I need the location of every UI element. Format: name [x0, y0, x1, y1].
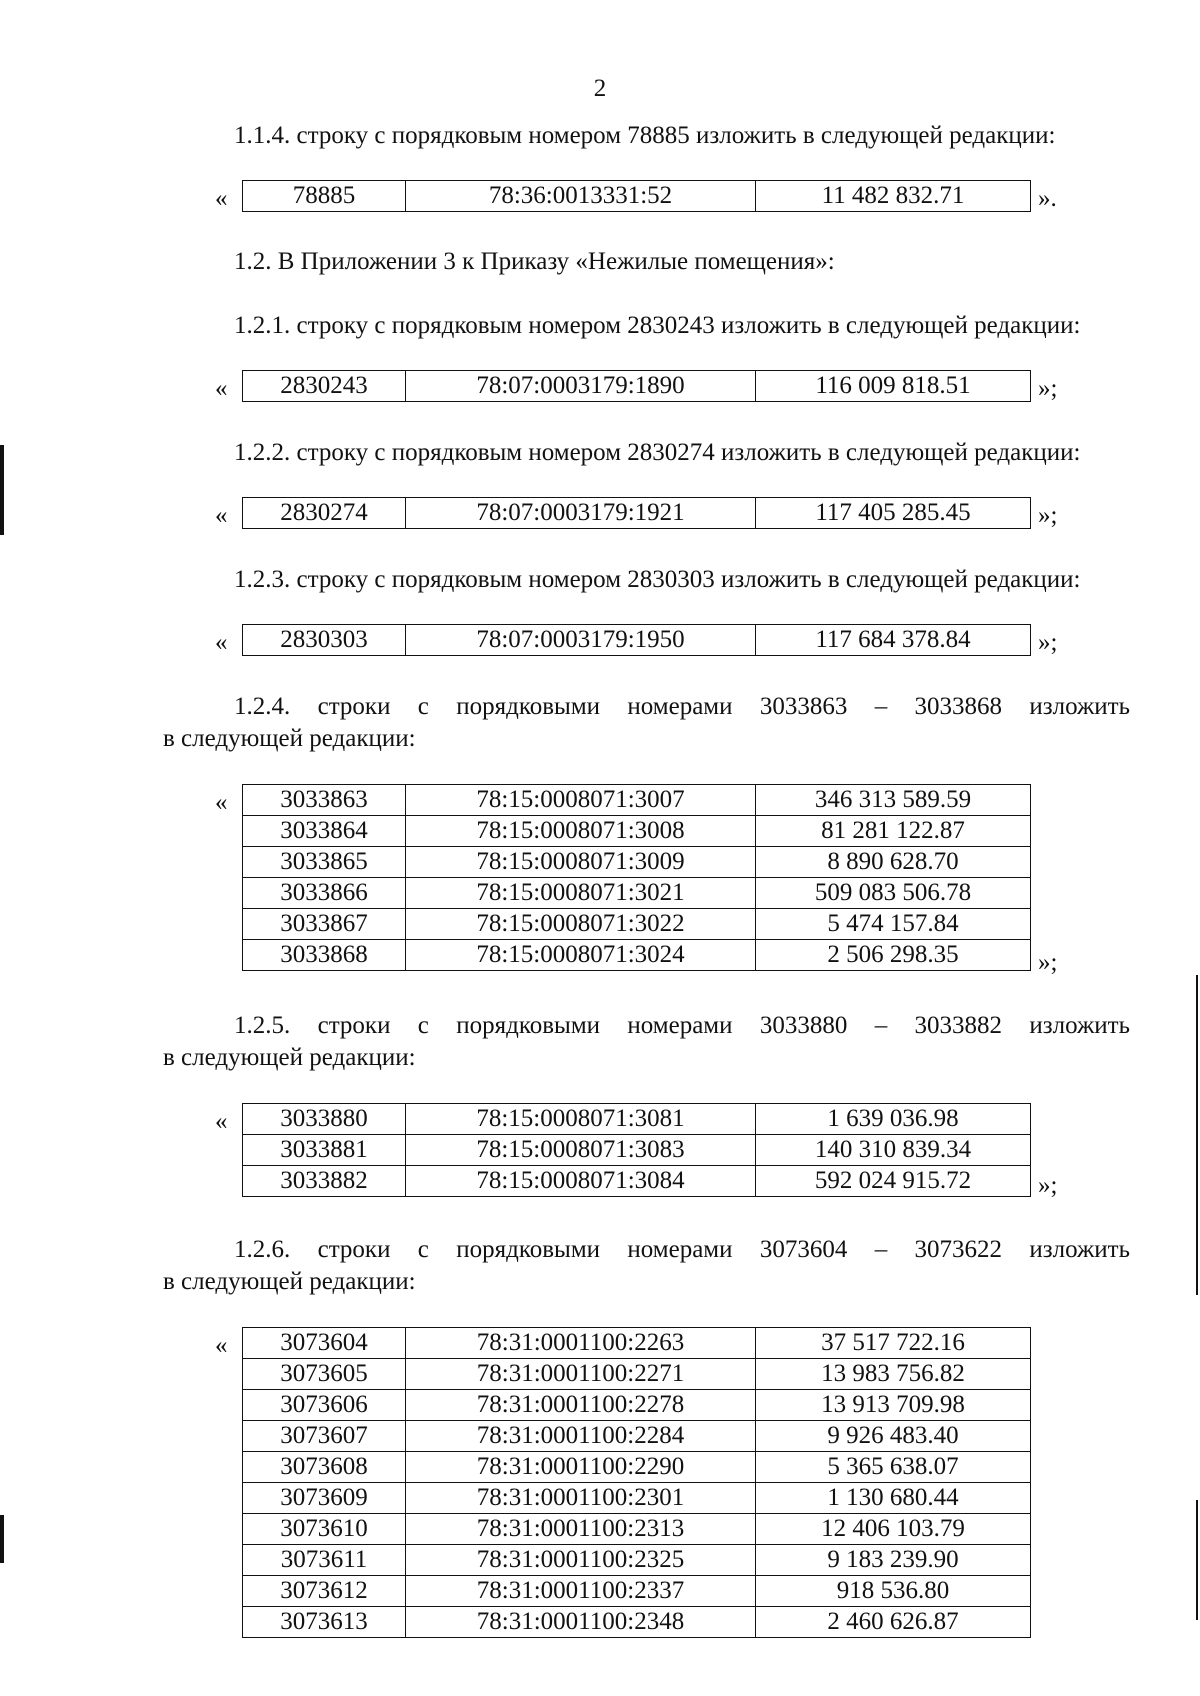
table-row [243, 1483, 1031, 1514]
table-row [243, 181, 1031, 212]
row-number-cell: 3073610 [243, 1514, 406, 1545]
table-1-2-5 [242, 1103, 1031, 1197]
row-number-cell: 3033866 [243, 878, 406, 909]
table-row [243, 371, 1031, 402]
value-cell: 8 890 628.70 [756, 847, 1031, 878]
cadastral-number-cell: 78:31:0001100:2313 [406, 1514, 756, 1545]
value-cell: 117 684 378.84 [756, 625, 1031, 656]
table-row [243, 1421, 1031, 1452]
row-number-cell: 78885 [243, 181, 406, 212]
value-cell: 9 926 483.40 [756, 1421, 1031, 1452]
value-cell: 1 130 680.44 [756, 1483, 1031, 1514]
table-row [243, 1104, 1031, 1135]
row-number-cell: 3033882 [243, 1166, 406, 1197]
value-cell: 346 313 589.59 [756, 785, 1031, 816]
cadastral-number-cell: 78:07:0003179:1950 [406, 625, 756, 656]
cadastral-number-cell: 78:07:0003179:1921 [406, 498, 756, 529]
table-row [243, 1576, 1031, 1607]
value-cell: 918 536.80 [756, 1576, 1031, 1607]
section-1-2-6-text: 1.2.6. строки с порядковыми номерами 3073604 – 3073622 изложить [234, 1236, 1130, 1263]
quote-close: »; [1038, 1172, 1058, 1199]
quote-open: « [215, 629, 228, 656]
value-cell: 592 024 915.72 [756, 1166, 1031, 1197]
section-1-2-4-text: 1.2.4. строки с порядковыми номерами 3033863 – 3033868 изложить [234, 693, 1130, 720]
value-cell: 117 405 285.45 [756, 498, 1031, 529]
table-row [243, 816, 1031, 847]
value-cell: 116 009 818.51 [756, 371, 1031, 402]
cadastral-number-cell: 78:15:0008071:3008 [406, 816, 756, 847]
row-number-cell: 3073608 [243, 1452, 406, 1483]
row-number-cell: 3033881 [243, 1135, 406, 1166]
cadastral-number-cell: 78:15:0008071:3083 [406, 1135, 756, 1166]
table-row [243, 1328, 1031, 1359]
section-1-1-4-text: 1.1.4. строку с порядковым номером 78885 изложить в следующей редакции: [234, 122, 1056, 149]
row-number-cell: 3033863 [243, 785, 406, 816]
cadastral-number-cell: 78:36:0013331:52 [406, 181, 756, 212]
row-number-cell: 3073612 [243, 1576, 406, 1607]
table-row [243, 1166, 1031, 1197]
value-cell: 5 365 638.07 [756, 1452, 1031, 1483]
value-cell: 2 506 298.35 [756, 940, 1031, 971]
cadastral-number-cell: 78:15:0008071:3009 [406, 847, 756, 878]
quote-close: »; [1038, 375, 1058, 402]
value-cell: 11 482 832.71 [756, 181, 1031, 212]
section-1-2-2-text: 1.2.2. строку с порядковым номером 2830274 изложить в следующей редакции: [234, 439, 1081, 466]
row-number-cell: 3073609 [243, 1483, 406, 1514]
page-number: 2 [593, 75, 607, 102]
value-cell: 37 517 722.16 [756, 1328, 1031, 1359]
table-row [243, 1135, 1031, 1166]
table-row [243, 498, 1031, 529]
cadastral-number-cell: 78:31:0001100:2263 [406, 1328, 756, 1359]
cadastral-number-cell: 78:15:0008071:3022 [406, 909, 756, 940]
table-row [243, 940, 1031, 971]
cadastral-number-cell: 78:31:0001100:2348 [406, 1607, 756, 1638]
cadastral-number-cell: 78:31:0001100:2284 [406, 1421, 756, 1452]
row-number-cell: 3073605 [243, 1359, 406, 1390]
table-row [243, 785, 1031, 816]
value-cell: 2 460 626.87 [756, 1607, 1031, 1638]
row-number-cell: 3033864 [243, 816, 406, 847]
cadastral-number-cell: 78:15:0008071:3021 [406, 878, 756, 909]
row-number-cell: 3073613 [243, 1607, 406, 1638]
scan-margin-mark [0, 1515, 4, 1563]
table-row [243, 1607, 1031, 1638]
cadastral-number-cell: 78:31:0001100:2301 [406, 1483, 756, 1514]
table-row [243, 1514, 1031, 1545]
value-cell: 13 913 709.98 [756, 1390, 1031, 1421]
row-number-cell: 3073611 [243, 1545, 406, 1576]
table-1-2-2 [242, 497, 1031, 529]
table-row [243, 1452, 1031, 1483]
value-cell: 12 406 103.79 [756, 1514, 1031, 1545]
quote-open: « [215, 789, 228, 816]
table-1-2-1 [242, 370, 1031, 402]
cadastral-number-cell: 78:31:0001100:2278 [406, 1390, 756, 1421]
value-cell: 9 183 239.90 [756, 1545, 1031, 1576]
quote-close: »; [1038, 629, 1058, 656]
quote-open: « [215, 185, 228, 212]
cadastral-number-cell: 78:31:0001100:2271 [406, 1359, 756, 1390]
section-1-2-text: 1.2. В Приложении 3 к Приказу «Нежилые помещения»: [234, 248, 835, 275]
row-number-cell: 3073607 [243, 1421, 406, 1452]
cadastral-number-cell: 78:07:0003179:1890 [406, 371, 756, 402]
table-1-2-3 [242, 624, 1031, 656]
table-row [243, 878, 1031, 909]
quote-open: « [215, 1108, 228, 1135]
table-row [243, 625, 1031, 656]
cadastral-number-cell: 78:15:0008071:3084 [406, 1166, 756, 1197]
scan-margin-mark [0, 445, 4, 535]
quote-close: »; [1038, 949, 1058, 976]
quote-open: « [215, 502, 228, 529]
quote-open: « [215, 1332, 228, 1359]
value-cell: 1 639 036.98 [756, 1104, 1031, 1135]
table-row [243, 1359, 1031, 1390]
section-1-2-6-text-cont: в следующей редакции: [163, 1268, 416, 1295]
row-number-cell: 3073606 [243, 1390, 406, 1421]
table-row [243, 847, 1031, 878]
value-cell: 509 083 506.78 [756, 878, 1031, 909]
section-1-2-5-text-cont: в следующей редакции: [163, 1044, 416, 1071]
cadastral-number-cell: 78:15:0008071:3081 [406, 1104, 756, 1135]
section-1-2-1-text: 1.2.1. строку с порядковым номером 2830243 изложить в следующей редакции: [234, 312, 1081, 339]
section-1-2-3-text: 1.2.3. строку с порядковым номером 2830303 изложить в следующей редакции: [234, 566, 1081, 593]
row-number-cell: 3033880 [243, 1104, 406, 1135]
scan-margin-mark [1196, 1500, 1198, 1620]
table-row [243, 909, 1031, 940]
table-1-2-4 [242, 784, 1031, 971]
cadastral-number-cell: 78:15:0008071:3007 [406, 785, 756, 816]
table-1-1-4 [242, 180, 1031, 212]
table-1-2-6 [242, 1327, 1031, 1638]
row-number-cell: 2830274 [243, 498, 406, 529]
row-number-cell: 2830303 [243, 625, 406, 656]
row-number-cell: 3033868 [243, 940, 406, 971]
row-number-cell: 2830243 [243, 371, 406, 402]
table-row [243, 1545, 1031, 1576]
section-1-2-5-text: 1.2.5. строки с порядковыми номерами 3033880 – 3033882 изложить [234, 1012, 1130, 1039]
value-cell: 81 281 122.87 [756, 816, 1031, 847]
quote-open: « [215, 375, 228, 402]
quote-close: »; [1038, 502, 1058, 529]
table-row [243, 1390, 1031, 1421]
cadastral-number-cell: 78:15:0008071:3024 [406, 940, 756, 971]
row-number-cell: 3073604 [243, 1328, 406, 1359]
scan-margin-mark [1196, 975, 1198, 1295]
section-1-2-4-text-cont: в следующей редакции: [163, 725, 416, 752]
cadastral-number-cell: 78:31:0001100:2325 [406, 1545, 756, 1576]
row-number-cell: 3033867 [243, 909, 406, 940]
value-cell: 13 983 756.82 [756, 1359, 1031, 1390]
cadastral-number-cell: 78:31:0001100:2337 [406, 1576, 756, 1607]
quote-close: ». [1038, 185, 1057, 212]
cadastral-number-cell: 78:31:0001100:2290 [406, 1452, 756, 1483]
value-cell: 5 474 157.84 [756, 909, 1031, 940]
row-number-cell: 3033865 [243, 847, 406, 878]
value-cell: 140 310 839.34 [756, 1135, 1031, 1166]
